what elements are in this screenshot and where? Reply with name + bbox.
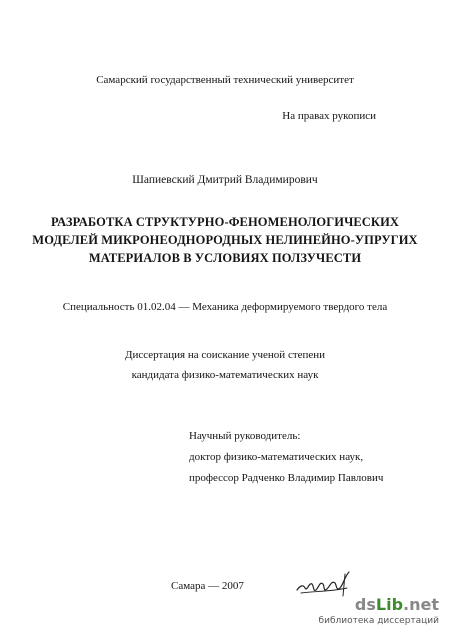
watermark-brand	[355, 595, 439, 614]
advisor-line: доктор физико-математических наук,	[189, 451, 364, 463]
rights-note: На правах рукописи	[282, 110, 376, 122]
advisor-line: Научный руководитель:	[189, 430, 301, 442]
watermark-brand-net: .net	[403, 595, 439, 614]
degree-line: Диссертация на соискание ученой степени	[124, 349, 326, 361]
watermark-brand-ds: ds	[354, 595, 376, 614]
thesis-title	[0, 213, 450, 267]
thesis-title-line: РАЗРАБОТКА СТРУКТУРНО-ФЕНОМЕНОЛОГИЧЕСКИХ	[50, 215, 400, 229]
dslib-watermark	[305, 595, 445, 631]
thesis-title-line: МОДЕЛЕЙ МИКРОНЕОДНОРОДНЫХ НЕЛИНЕЙНО-УПРУГИХ	[32, 233, 418, 247]
specialty-line: Специальность 01.02.04 — Механика деформируемого твердого тела	[62, 301, 388, 313]
watermark-brand-lib: Lib	[375, 595, 404, 614]
scientific-advisor	[189, 426, 383, 489]
author-name: Шапиевский Дмитрий Владимирович	[132, 174, 318, 186]
advisor-line: профессор Радченко Владимир Павлович	[189, 472, 384, 484]
watermark-subtitle: библиотека диссертаций	[318, 616, 439, 626]
university-name: Самарский государственный технический университет	[96, 74, 354, 86]
degree-line: кандидата физико-математических наук	[131, 369, 319, 381]
place-and-year: Самара — 2007	[171, 580, 244, 592]
degree-statement	[0, 345, 450, 385]
thesis-title-line: МАТЕРИАЛОВ В УСЛОВИЯХ ПОЛЗУЧЕСТИ	[88, 251, 362, 265]
